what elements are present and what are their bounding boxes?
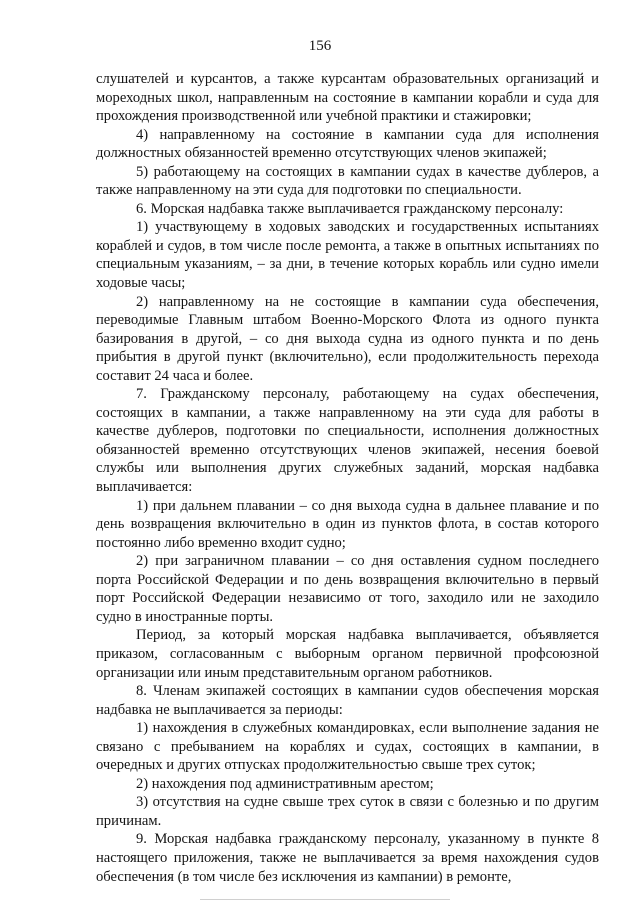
scan-bottom-edge bbox=[200, 899, 450, 900]
paragraph-item-5-5: 5) работающему на состоящих в кампании судах в качестве дублеров, а также направленному на эти суда для подготовки по специальности. bbox=[96, 163, 599, 199]
paragraph-item-8-1: 1) нахождения в служебных командировках, если выполнение задания не связано с пребыванием на кораблях и судах, состоящих в кампании, в очередных и других отпусках продолжительностью свыше трех суток; bbox=[96, 720, 599, 774]
paragraph-section-7: 7. Гражданскому персоналу, работающему на судах обеспечения, состоящих в кампании, а также направленному на эти суда для работы в качестве дублеров, подготовки по специальности, исполнения должностных обязанностей временно отсутствующих членов экипажей, несения боевой службы или выполнения других служебных заданий, морская надбавка выплачивается: bbox=[96, 386, 599, 496]
paragraph-item-7-1: 1) при дальнем плавании – со дня выхода судна в дальнее плавание и по день возвращения включительно в один из пунктов флота, в состав которого постоянно либо временно входит судно; bbox=[96, 497, 599, 551]
paragraph-item-8-2: 2) нахождения под административным арестом; bbox=[136, 775, 434, 792]
paragraph-item-7-2: 2) при заграничном плавании – со дня оставления судном последнего порта Российской Федерации и по день возвращения включительно в первый порт Российской Федерации независимо от того, заходило или не заходило судно в иностранные порты. bbox=[96, 553, 599, 625]
paragraph-item-8-3: 3) отсутствия на судне свыше трех суток в связи с болезнью и по другим причинам. bbox=[96, 794, 599, 829]
paragraph-period: Период, за который морская надбавка выплачивается, объявляется приказом, согласованным с выборным органом первичной профсоюзной организации или иным представительным органом работников. bbox=[96, 627, 599, 681]
paragraph-item-6-1: 1) участвующему в ходовых заводских и государственных испытаниях кораблей и судов, в том числе после ремонта, а также в опытных испытаниях по специальным указаниям, – за дни, в течение которых корабль или судно имели ходовые часы; bbox=[96, 219, 599, 292]
paragraph-section-8: 8. Членам экипажей состоящих в кампании судов обеспечения морская надбавка не выплачивается за периоды: bbox=[96, 683, 599, 718]
document-body bbox=[96, 70, 599, 886]
paragraph-section-9: 9. Морская надбавка гражданскому персоналу, указанному в пункте 8 настоящего приложения, также не выплачивается за время нахождения судов обеспечения (в том числе без исключения из кампании) в ремонте, bbox=[96, 831, 599, 885]
paragraph-item-6-2: 2) направленному на не состоящие в кампании суда обеспечения, переводимые Главным штабом Военно-Морского Флота из одного пункта базирования в другой, – со дня выхода судна из одного пункта и по день прибытия в другой пункт (включительно), если продолжительность перехода составит 24 часа и более. bbox=[96, 293, 599, 384]
paragraph-section-6: 6. Морская надбавка также выплачивается гражданскому персоналу: bbox=[136, 200, 564, 217]
page-number: 156 bbox=[308, 38, 332, 54]
paragraph-continuation: слушателей и курсантов, а также курсантам образовательных организаций и мореходных школ, направленным на состояние в кампании корабли и суда для прохождения производственной или учебной практики и стажировки; bbox=[96, 71, 599, 125]
paragraph-item-5-4: 4) направленному на состояние в кампании суда для исполнения должностных обязанностей временно отсутствующих членов экипажей; bbox=[96, 126, 599, 162]
